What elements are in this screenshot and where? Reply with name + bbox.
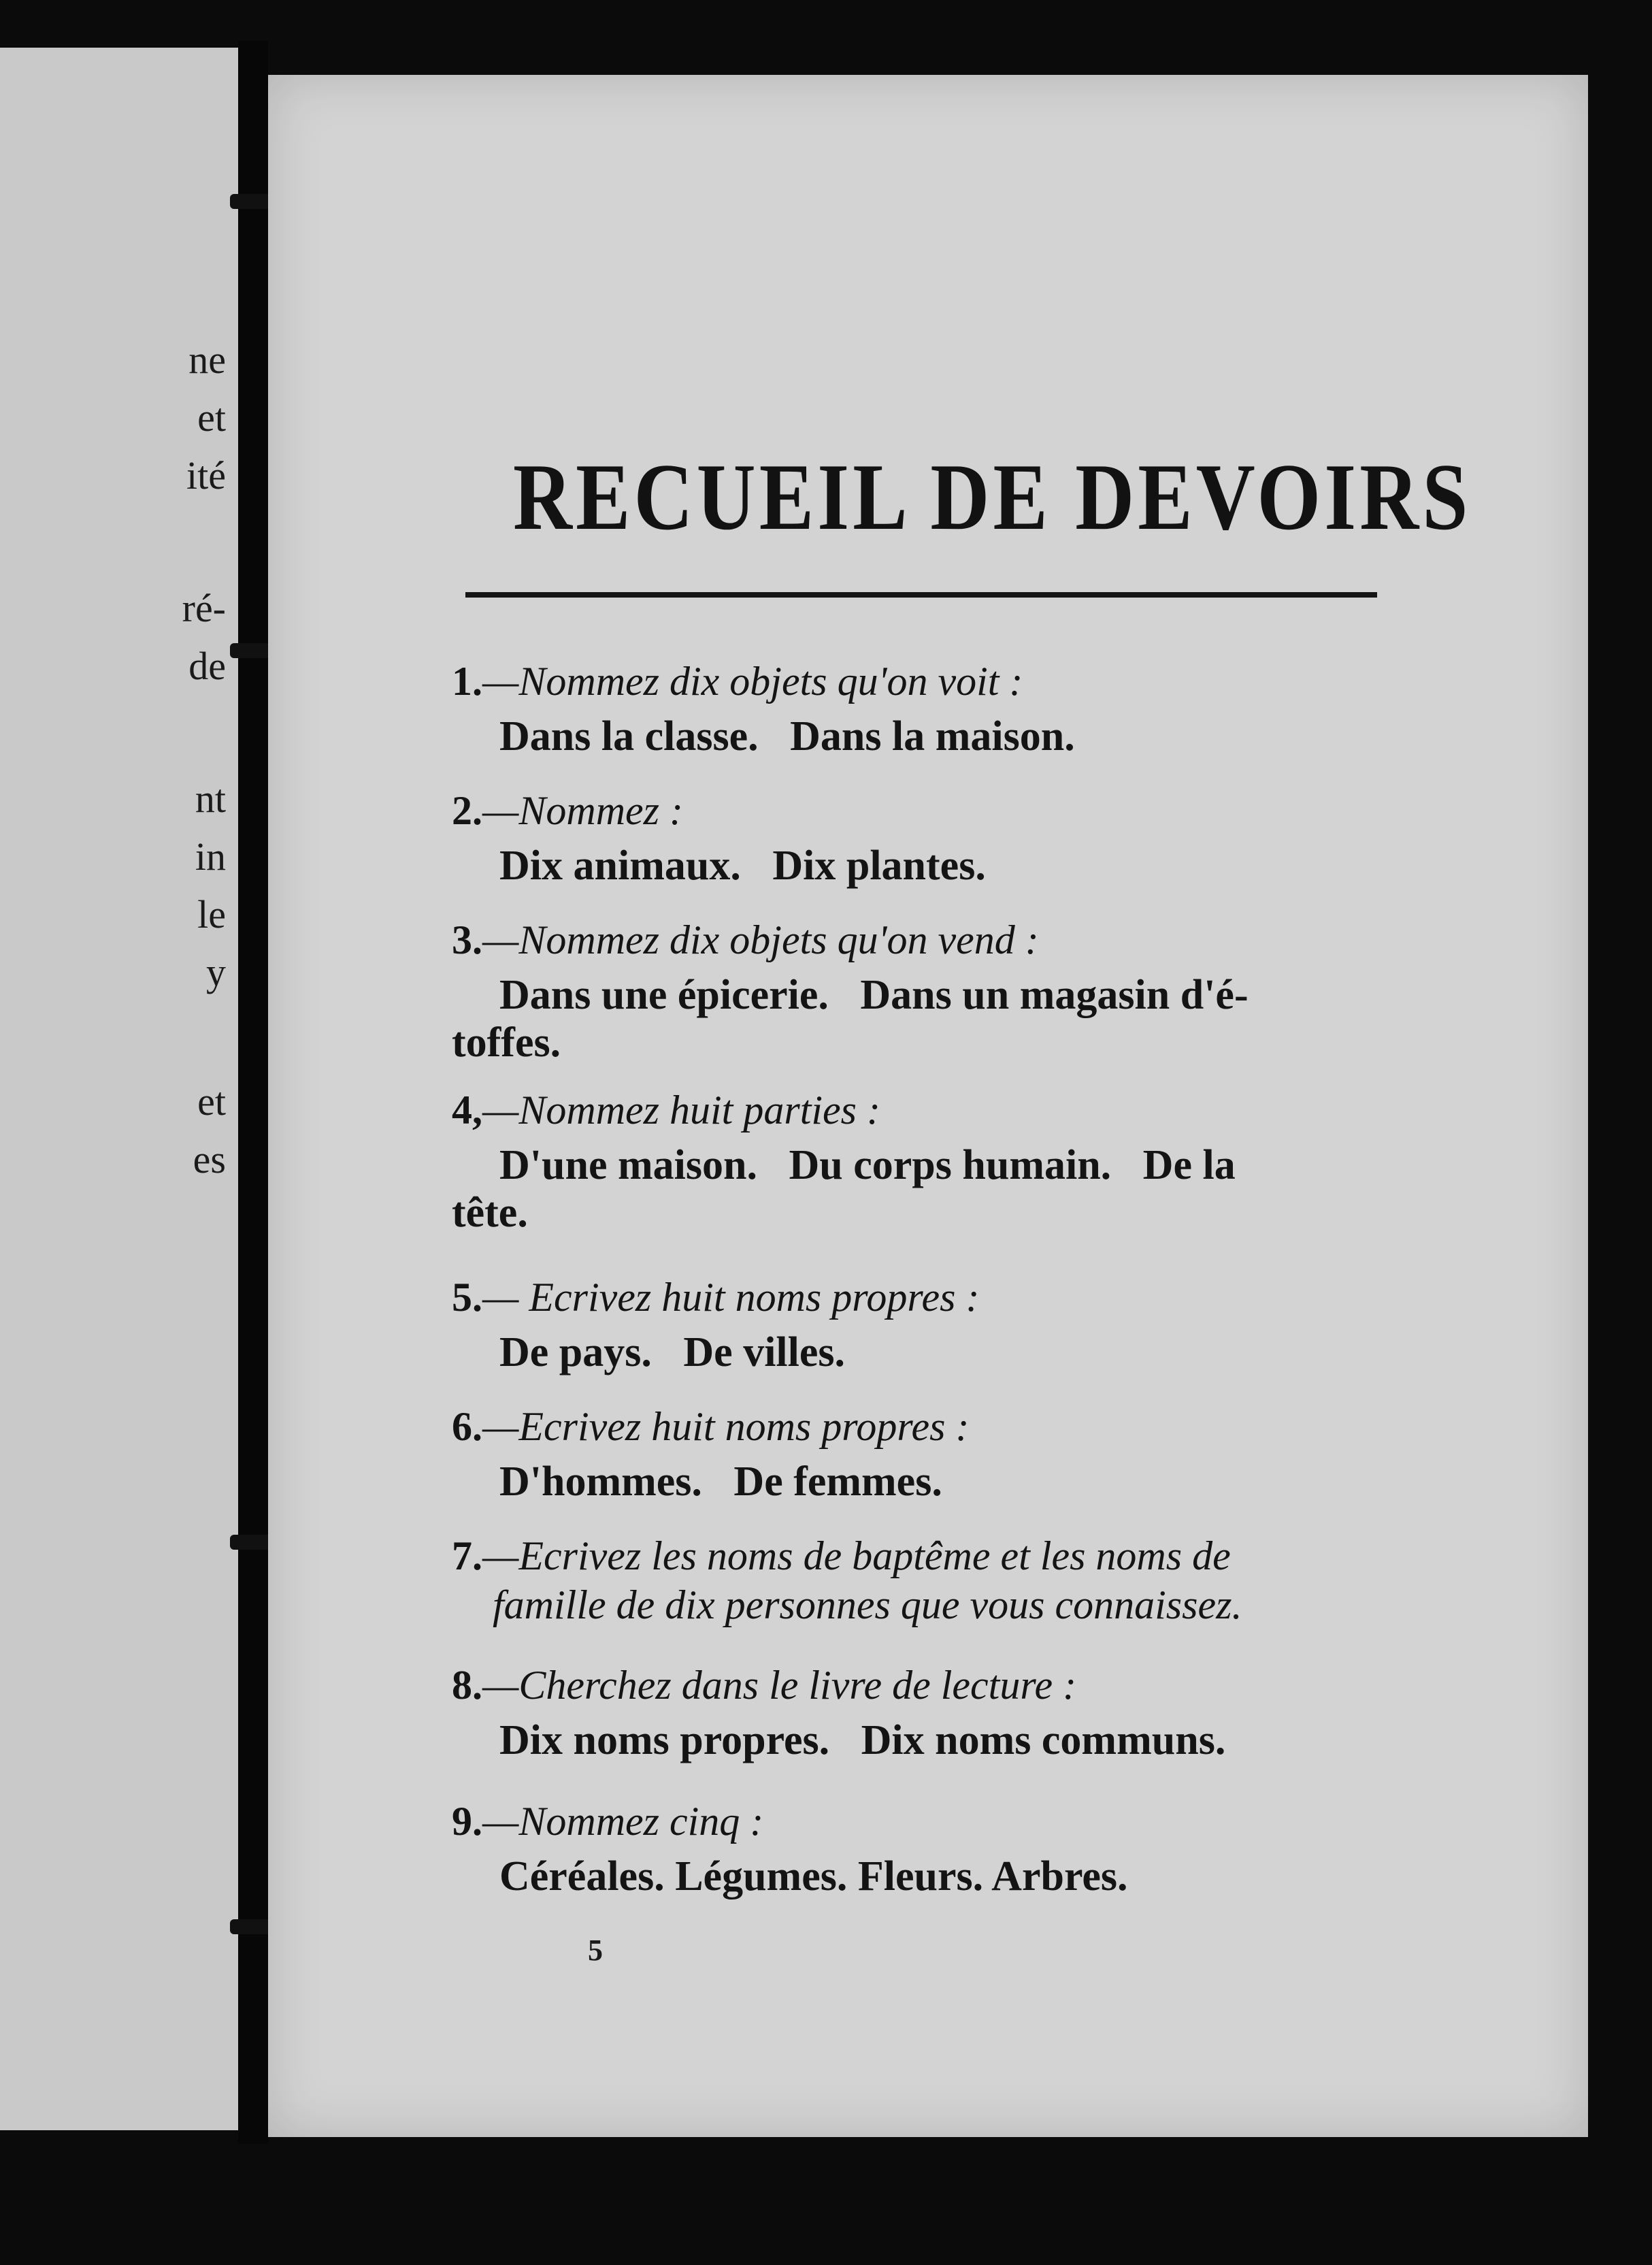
left-page-fragment: ité: [186, 453, 226, 498]
exercise-heading: [452, 786, 1466, 835]
left-page-fragment: nt: [195, 777, 226, 821]
document-page: [268, 75, 1588, 2137]
exercise-answer: Dans la classe. Dans la maison.: [499, 713, 1075, 760]
exercise-prompt: — Ecrivez huit noms propres :: [482, 1275, 980, 1320]
exercise-prompt: —Ecrivez huit noms propres :: [482, 1404, 970, 1449]
exercise-heading: [452, 1661, 1466, 1710]
left-page-fragment: et: [197, 395, 226, 440]
exercise-number: 3.: [452, 917, 482, 962]
exercise-prompt: —Nommez :: [482, 788, 683, 833]
exercise-answer: D'une maison. Du corps humain. De la: [499, 1142, 1236, 1188]
exercise-item: [452, 1531, 1466, 1629]
exercise-number: 9.: [452, 1799, 482, 1844]
exercise-answer: Céréales. Légumes. Fleurs. Arbres.: [499, 1853, 1128, 1900]
exercise-heading: [452, 657, 1466, 706]
exercise-number: 2.: [452, 788, 482, 833]
left-page-fragment: de: [188, 644, 226, 688]
exercise-prompt: —Ecrivez les noms de baptême et les noms de: [482, 1533, 1231, 1578]
book-binding-gutter: [238, 41, 268, 2144]
left-page-fragment: ré-: [182, 586, 226, 630]
exercise-heading: [452, 1797, 1466, 1846]
exercise-prompt: —Nommez dix objets qu'on voit :: [482, 659, 1023, 704]
exercise-item: [452, 1086, 1466, 1237]
exercise-answer: D'hommes. De femmes.: [499, 1459, 942, 1505]
exercise-item: [452, 1273, 1466, 1376]
exercise-answer: Dans une épicerie. Dans un magasin d'é-: [499, 972, 1249, 1018]
exercise-prompt: —Nommez dix objets qu'on vend :: [482, 917, 1039, 962]
title-rule: [465, 592, 1377, 598]
exercise-heading: [452, 1273, 1466, 1322]
exercise-answer-continuation: tête.: [452, 1190, 528, 1236]
exercise-number: 1.: [452, 659, 482, 704]
exercise-item: [452, 1797, 1466, 1900]
left-page-fragment: et: [197, 1079, 226, 1124]
exercise-item: [452, 657, 1466, 760]
exercise-prompt-continuation: famille de dix personnes que vous connaissez.: [493, 1582, 1242, 1627]
exercise-prompt: —Cherchez dans le livre de lecture :: [482, 1663, 1077, 1708]
left-page-fragment: es: [193, 1137, 226, 1182]
page-title: RECUEIL DE DEVOIRS: [513, 444, 1472, 550]
exercise-prompt: —Nommez huit parties :: [482, 1088, 880, 1132]
exercise-heading: [452, 1531, 1466, 1580]
exercise-number: 6.: [452, 1404, 482, 1449]
exercise-answer: Dix noms propres. Dix noms communs.: [499, 1717, 1226, 1763]
exercise-item: [452, 1402, 1466, 1505]
exercise-answer: De pays. De villes.: [499, 1329, 846, 1375]
exercise-answer: Dix animaux. Dix plantes.: [499, 843, 986, 889]
page-number: 5: [588, 1934, 603, 1967]
exercise-number: 4,: [452, 1088, 482, 1132]
exercise-item: [452, 786, 1466, 890]
exercise-item: [452, 1661, 1466, 1764]
left-page-fragment: in: [195, 834, 226, 879]
left-page-fragment: ne: [188, 338, 226, 382]
exercise-heading: [452, 1086, 1466, 1135]
exercise-heading: [452, 915, 1466, 964]
exercise-item: [452, 915, 1466, 1066]
exercise-number: 7.: [452, 1533, 482, 1578]
exercise-heading: [452, 1402, 1466, 1451]
left-page-fragment: y: [206, 950, 226, 994]
exercise-number: 5.: [452, 1275, 482, 1320]
exercise-answer-continuation: toffes.: [452, 1020, 561, 1066]
left-facing-page: [0, 48, 238, 2130]
left-page-fragment: le: [197, 892, 226, 936]
exercise-prompt: —Nommez cinq :: [482, 1799, 764, 1844]
exercise-number: 8.: [452, 1663, 482, 1708]
